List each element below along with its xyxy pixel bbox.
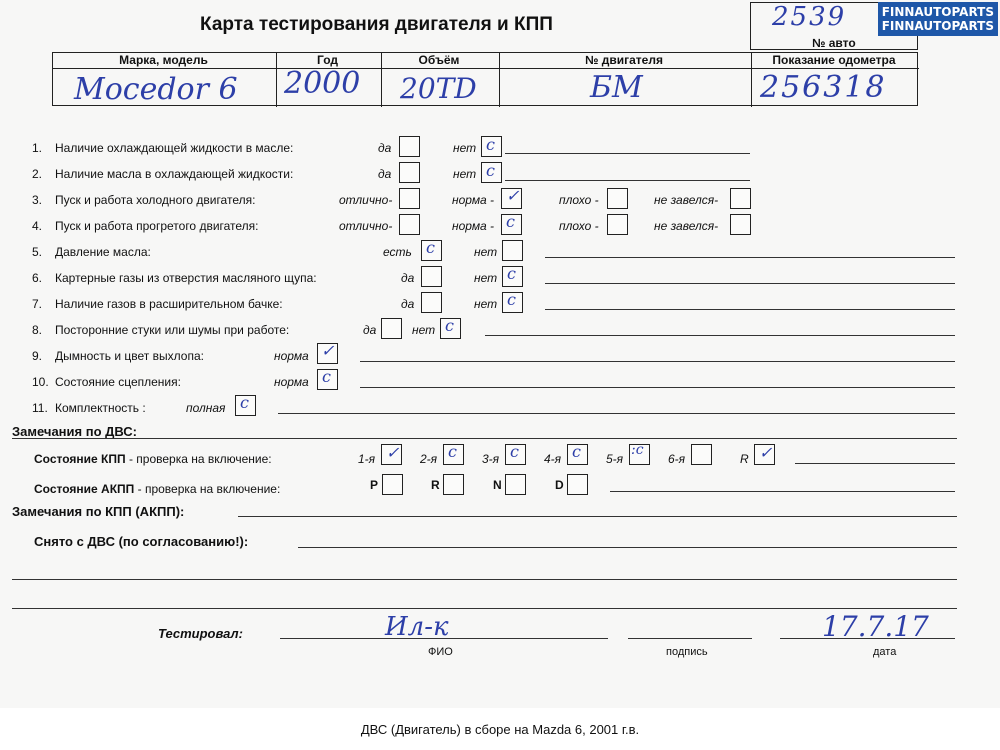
item-2-notes-line [505, 180, 750, 181]
kpp-notes-line [795, 463, 955, 464]
item-10-number: 10. [32, 375, 49, 389]
item-5-yes-mark: с [426, 238, 435, 257]
akpp-d-checkbox[interactable] [567, 474, 588, 495]
item-4-opt-bad: плохо - [559, 219, 599, 233]
year-value: 2000 [284, 66, 361, 101]
item-3-normal-mark: ✓ [506, 186, 520, 205]
item-4-normal-mark: с [506, 212, 515, 231]
brand-model-value: Mocedor 6 [74, 72, 238, 107]
item-8-opt-no: нет [412, 323, 436, 337]
item-8-number: 8. [32, 323, 43, 337]
item-2-number: 2. [32, 167, 43, 181]
watermark-logo [878, 2, 998, 36]
item-9-notes-line [360, 361, 955, 362]
item-6-label: Картерные газы из отверстия масляного щупа: [55, 271, 317, 285]
item-6-opt-yes: да [401, 271, 415, 285]
akpp-n-label: N [493, 478, 502, 492]
item-11-number: 11. [32, 401, 48, 415]
kpp-label-row [34, 452, 272, 466]
item-3-opt-excellent: отлично- [339, 193, 393, 207]
item-2-opt-no: нет [453, 167, 477, 181]
item-1-label: Наличие охлаждающей жидкости в масле: [55, 141, 294, 155]
col-brand-model: Марка, модель [119, 53, 208, 67]
image-caption: ДВС (Двигатель) в сборе на Mazda 6, 2001 г.в. [360, 722, 640, 737]
item-1-opt-no: нет [453, 141, 477, 155]
akpp-label: Состояние АКПП [34, 482, 135, 496]
item-11-label: Комплектность : [55, 401, 146, 415]
kpp-suffix: - проверка на включение: [125, 452, 272, 466]
item-2-no-mark: с [486, 161, 495, 180]
item-7-opt-yes: да [401, 297, 415, 311]
item-1-notes-line [505, 153, 750, 154]
kpp-remarks-label: Замечания по КПП (АКПП): [12, 504, 185, 519]
engine-remarks-label: Замечания по ДВС: [12, 424, 137, 439]
engine-remarks-line [12, 438, 957, 439]
item-5-opt-no: нет [474, 245, 498, 259]
handwritten-date: 17.7.17 [822, 610, 929, 643]
gear-3-mark: с [510, 442, 519, 461]
item-3-label: Пуск и работа холодного двигателя: [55, 193, 256, 207]
odometer-value: 256318 [760, 70, 887, 105]
item-7-number: 7. [32, 297, 43, 311]
item-11-opt-full: полная [186, 401, 226, 415]
item-3-opt-normal: норма - [452, 193, 495, 207]
gear-4-mark: с [572, 442, 581, 461]
kpp-label: Состояние КПП [34, 452, 126, 466]
item-3-no-start-checkbox[interactable] [730, 188, 751, 209]
akpp-p-checkbox[interactable] [382, 474, 403, 495]
item-7-no-mark: с [507, 290, 516, 309]
removed-line [298, 547, 957, 548]
item-9-label: Дымность и цвет выхлопа: [55, 349, 204, 363]
akpp-label-row [34, 482, 280, 496]
item-4-no-start-checkbox[interactable] [730, 214, 751, 235]
akpp-suffix: - проверка на включение: [134, 482, 281, 496]
item-10-normal-mark: с [322, 367, 331, 386]
item-3-number: 3. [32, 193, 43, 207]
item-6-opt-no: нет [474, 271, 498, 285]
item-2-label: Наличие масла в охлаждающей жидкости: [55, 167, 294, 181]
gear-4-label: 4-я [544, 452, 562, 466]
item-5-opt-yes: есть [383, 245, 412, 259]
kpp-remarks-line [238, 516, 957, 517]
item-4-opt-normal: норма - [452, 219, 495, 233]
fio-label: ФИО [428, 646, 453, 658]
removed-row [34, 534, 248, 549]
handwritten-signature: Ил-к [385, 612, 449, 642]
item-5-notes-line [545, 257, 955, 258]
item-11-notes-line [278, 413, 955, 414]
gear-6-checkbox[interactable] [691, 444, 712, 465]
date-label: дата [873, 646, 897, 658]
item-8-opt-yes: да [363, 323, 377, 337]
item-2-opt-yes: да [378, 167, 392, 181]
item-11-full-mark: с [240, 393, 249, 412]
gear-2-label: 2-я [420, 452, 438, 466]
gear-3-label: 3-я [482, 452, 500, 466]
auto-number-handwritten: 2539 [772, 2, 847, 32]
item-5-number: 5. [32, 245, 43, 259]
removed-bold: Снято с ДВС [34, 534, 115, 549]
sign-line [628, 638, 752, 639]
gear-1-label: 1-я [358, 452, 376, 466]
item-6-yes-checkbox[interactable] [421, 266, 442, 287]
item-7-notes-line [545, 309, 955, 310]
item-6-number: 6. [32, 271, 43, 285]
item-7-yes-checkbox[interactable] [421, 292, 442, 313]
gear-2-mark: с [448, 442, 457, 461]
gear-5-label: 5-я [606, 452, 624, 466]
akpp-n-checkbox[interactable] [505, 474, 526, 495]
item-3-opt-no-start: не завелся- [654, 193, 719, 207]
item-4-opt-no-start: не завелся- [654, 219, 719, 233]
item-1-yes-checkbox[interactable] [399, 136, 420, 157]
item-1-opt-yes: да [378, 141, 392, 155]
item-6-no-mark: с [507, 264, 516, 283]
akpp-p-label: P [370, 478, 379, 492]
item-8-no-mark: с [445, 316, 454, 335]
item-5-label: Давление масла: [55, 245, 151, 259]
item-8-label: Посторонние стуки или шумы при работе: [55, 323, 290, 337]
item-5-no-checkbox[interactable] [502, 240, 523, 261]
watermark-line-2: FINNAUTOPARTS [881, 19, 994, 33]
gear-r-label: R [740, 452, 749, 466]
item-9-opt-normal: норма [274, 349, 309, 363]
card-title: Карта тестирования двигателя и КПП [200, 14, 553, 35]
watermark-line-1: FINNAUTOPARTS [881, 5, 994, 19]
item-7-label: Наличие газов в расширительном бачке: [55, 297, 283, 311]
gear-1-mark: ✓ [386, 443, 400, 462]
volume-value: 20TD [400, 72, 477, 105]
col-engine-number: № двигателя [585, 53, 663, 67]
auto-number-label: № авто [812, 36, 856, 50]
gear-6-label: 6-я [668, 452, 686, 466]
item-9-normal-mark: ✓ [321, 341, 335, 360]
item-8-yes-checkbox[interactable] [381, 318, 402, 339]
item-3-bad-checkbox[interactable] [607, 188, 628, 209]
item-6-notes-line [545, 283, 955, 284]
item-3-excellent-checkbox[interactable] [399, 188, 420, 209]
item-9-number: 9. [32, 349, 43, 363]
item-4-excellent-checkbox[interactable] [399, 214, 420, 235]
item-4-number: 4. [32, 219, 43, 233]
item-1-no-mark: с [486, 135, 495, 154]
akpp-r-label: R [431, 478, 440, 492]
item-10-opt-normal: норма [274, 375, 309, 389]
blank-line-2 [12, 608, 957, 609]
akpp-d-label: D [555, 478, 564, 492]
tested-by-label: Тестировал: [158, 626, 243, 641]
removed-rest: (по согласованию!): [114, 534, 249, 549]
col-volume: Объём [418, 53, 460, 67]
sign-label: подпись [666, 646, 708, 658]
item-4-bad-checkbox[interactable] [607, 214, 628, 235]
item-3-opt-bad: плохо - [559, 193, 599, 207]
item-4-label: Пуск и работа прогретого двигателя: [55, 219, 259, 233]
item-10-label: Состояние сцепления: [55, 375, 181, 389]
col-odometer: Показание одометра [772, 53, 896, 67]
item-8-notes-line [485, 335, 955, 336]
item-2-yes-checkbox[interactable] [399, 162, 420, 183]
akpp-r-checkbox[interactable] [443, 474, 464, 495]
gear-5-mark: :с [631, 442, 644, 458]
item-1-number: 1. [32, 141, 43, 155]
item-10-notes-line [360, 387, 955, 388]
col-year: Год [317, 53, 338, 67]
engine-number-value: БМ [590, 70, 643, 105]
item-4-opt-excellent: отлично- [339, 219, 393, 233]
item-7-opt-no: нет [474, 297, 498, 311]
akpp-notes-line [610, 491, 955, 492]
gear-r-mark: ✓ [759, 443, 773, 462]
blank-line-1 [12, 579, 957, 580]
